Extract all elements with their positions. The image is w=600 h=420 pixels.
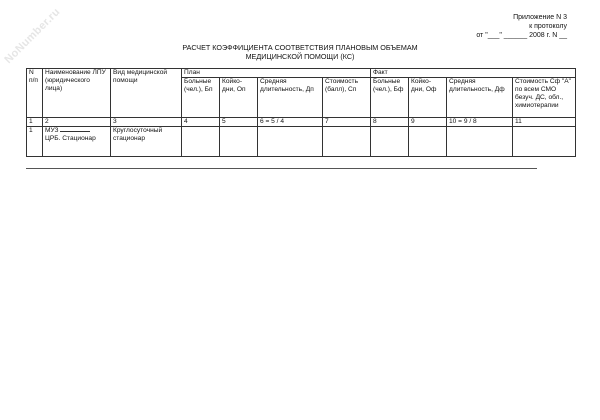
header-fact-patients: Больные (чел.), Бф (371, 78, 409, 118)
col-number: 8 (371, 118, 409, 127)
col-number: 1 (27, 118, 43, 127)
header-lpu: Наименование ЛПУ (юридического лица) (43, 69, 111, 118)
row-type: Круглосуточный стационар (111, 127, 182, 157)
header-num: N п/п (27, 69, 43, 118)
appendix-protocol: к протоколу (529, 23, 567, 30)
row-lpu (43, 127, 111, 157)
title-line-1: РАСЧЕТ КОЭФФИЦИЕНТА СООТВЕТСТВИЯ ПЛАНОВЫМ ОБЪЕМАМ (182, 43, 418, 52)
cell (371, 127, 409, 157)
cell (323, 127, 371, 157)
cell (513, 127, 576, 157)
header-fact-beddays: Койко-дни, Оф (409, 78, 447, 118)
title-line-2: МЕДИЦИНСКОЙ ПОМОЩИ (КС) (245, 51, 355, 61)
cell (409, 127, 447, 157)
col-number: 3 (111, 118, 182, 127)
document-title (140, 44, 460, 61)
lpu-prefix: МУЗ (45, 127, 59, 134)
watermark: NoNumber.ru (2, 5, 63, 67)
appendix-number: Приложение N 3 (513, 14, 567, 21)
header-fact: Факт (371, 69, 576, 78)
lpu-suffix: ЦРБ. Стационар (45, 135, 96, 142)
lpu-blank (60, 131, 90, 132)
appendix-date: от "___" ______ 2008 г. N __ (476, 32, 567, 39)
cell (447, 127, 513, 157)
column-number-row (27, 118, 576, 127)
header-plan-beddays: Койко-дни, Оп (220, 78, 258, 118)
cell (220, 127, 258, 157)
cell (182, 127, 220, 157)
header-plan-patients: Больные (чел.), Бп (182, 78, 220, 118)
cell (258, 127, 323, 157)
col-number: 4 (182, 118, 220, 127)
col-number: 5 (220, 118, 258, 127)
header-fact-avg: Средняя длительность, Дф (447, 78, 513, 118)
col-number: 2 (43, 118, 111, 127)
col-number: 10 = 9 / 8 (447, 118, 513, 127)
col-number: 6 = 5 / 4 (258, 118, 323, 127)
appendix-block (476, 13, 567, 40)
header-plan-avg: Средняя длительность, Дп (258, 78, 323, 118)
row-num: 1 (27, 127, 43, 157)
col-number: 7 (323, 118, 371, 127)
col-number: 9 (409, 118, 447, 127)
header-plan: План (182, 69, 371, 78)
col-number: 11 (513, 118, 576, 127)
divider-line (26, 168, 537, 169)
coefficient-table (26, 68, 576, 157)
header-plan-cost: Стоимость (балл), Сп (323, 78, 371, 118)
header-fact-cost: Стоимость Сф "А" по всем СМО безуч. ДС, обл., химиотерапии (513, 78, 576, 118)
header-type: Вид медицинской помощи (111, 69, 182, 118)
table-row (27, 127, 576, 157)
